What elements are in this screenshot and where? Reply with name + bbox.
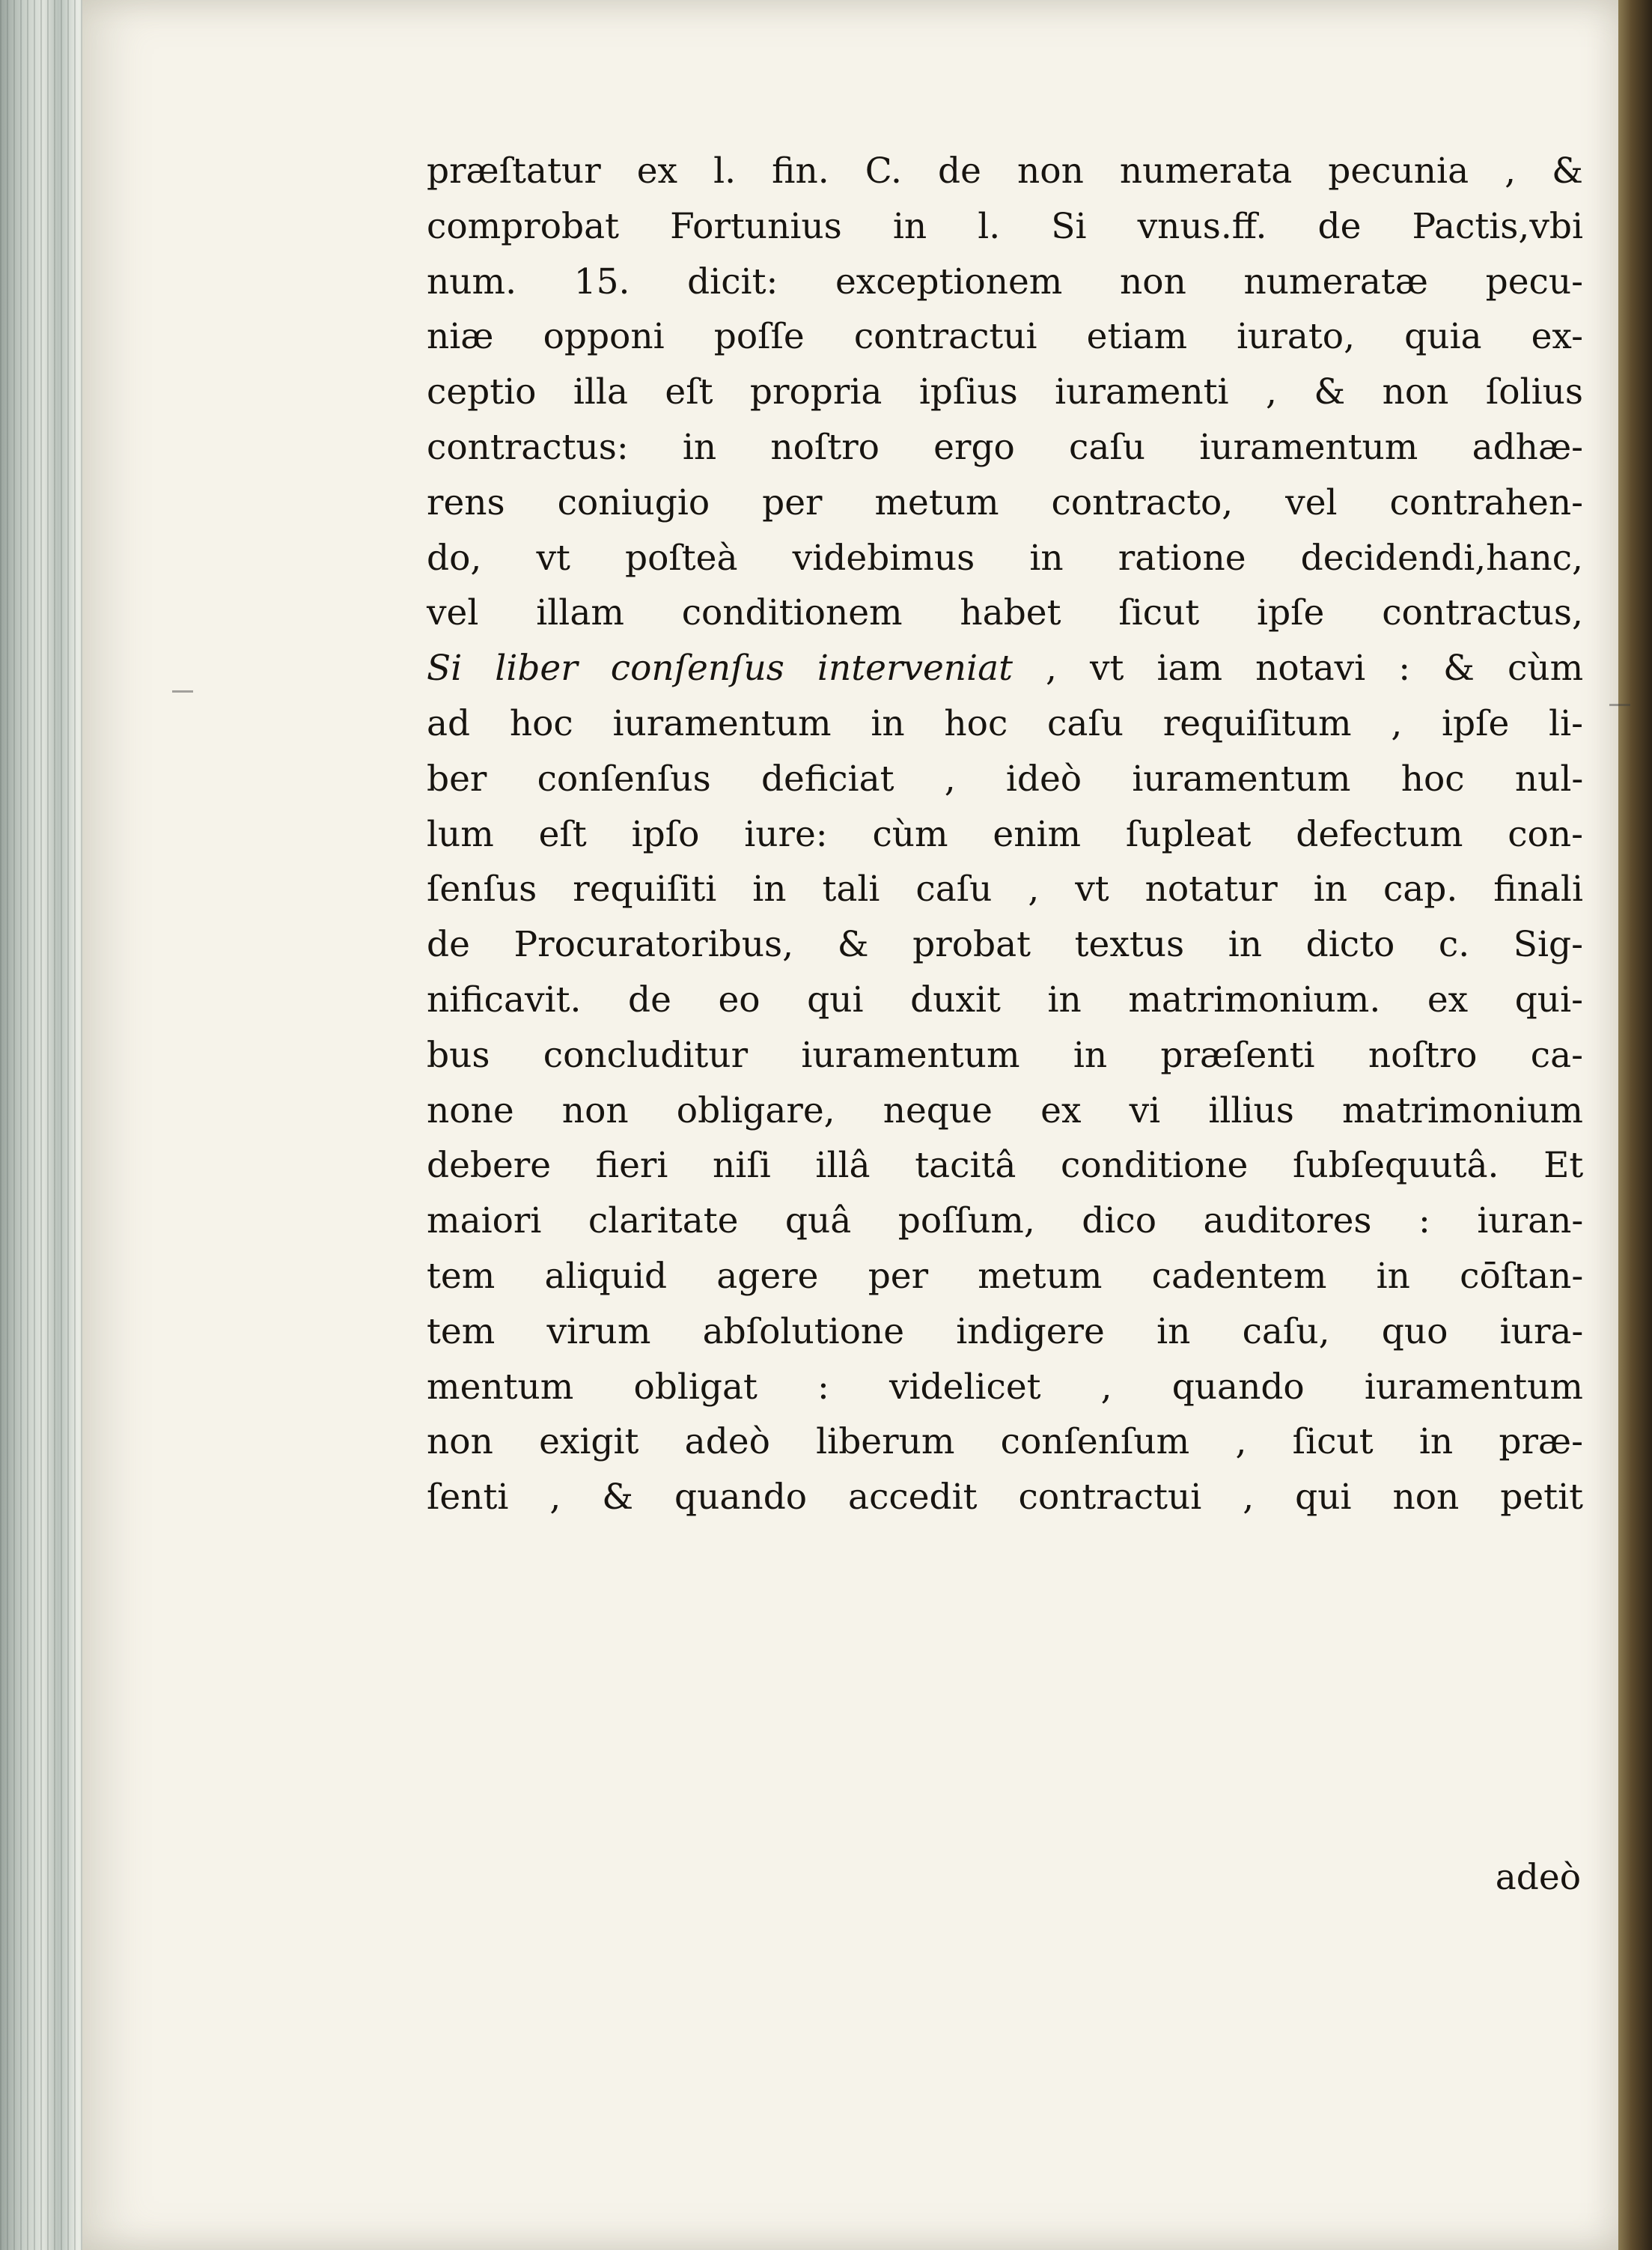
text-line: comprobat Fortunius in l. Si vnus.ff. de Pactis,vbi xyxy=(427,205,1583,247)
text-line: num. 15. dicit: exceptionem non numeratæ pecu- xyxy=(427,261,1583,302)
text-line: vel illam conditionem habet ſicut ipſe contractus, xyxy=(427,592,1583,634)
text-line: de Procuratoribus, & probat textus in dicto c. Sig- xyxy=(427,924,1583,966)
text-line: debere fieri niſi illâ tacitâ conditione ſubſequutâ. Et xyxy=(427,1145,1584,1187)
text-line: præſtatur ex l. fin. C. de non numerata pecunia , & xyxy=(427,150,1583,192)
text-line: ceptio illa eſt propria ipſius iuramenti , & non ſolius xyxy=(427,371,1583,413)
text-line: mentum obligat : videlicet , quando iuramentum xyxy=(427,1366,1584,1408)
text-line: non exigit adeò liberum conſenſum , ſicut in præ- xyxy=(427,1421,1583,1463)
text-line: tem aliquid agere per metum cadentem in cōſtan- xyxy=(427,1255,1584,1297)
text-line: bus concluditur iuramentum in præſenti noſtro ca- xyxy=(427,1034,1583,1076)
text-line: rens coniugio per metum contracto, vel contrahen- xyxy=(427,481,1584,523)
italic-line-rest: , vt iam notavi : & cùm xyxy=(1012,648,1584,690)
text-line: none non obligare, neque ex vi illius matrimonium xyxy=(427,1089,1583,1131)
text-line: ſenſus requiſiti in tali caſu , vt notatur in cap. finali xyxy=(427,869,1583,910)
margin-mark xyxy=(1609,704,1630,706)
text-line: lum eſt ipſo iure: cùm enim ſupleat defectum con- xyxy=(427,813,1583,855)
text-line: ad hoc iuramentum in hoc caſu requiſitum , ipſe li- xyxy=(427,702,1583,744)
text-line: ber conſenſus deficiat , ideò iuramentum hoc nul- xyxy=(427,758,1584,800)
text-line: contractus: in noſtro ergo caſu iuramentum adhæ- xyxy=(427,426,1583,468)
catchword: adeò xyxy=(1495,1857,1581,1898)
text-line-italic xyxy=(427,641,1583,696)
body-text xyxy=(427,144,1583,1525)
binding-edge xyxy=(1618,0,1652,2250)
text-line: nificavit. de eo qui duxit in matrimonium. ex qui- xyxy=(427,979,1583,1021)
text-line: niæ opponi poſſe contractui etiam iurato, quia ex- xyxy=(427,316,1583,358)
text-line: do, vt poſteà videbimus in ratione decidendi,hanc, xyxy=(427,537,1583,579)
text-line: maiori claritate quâ poſſum, dico auditores : iuran- xyxy=(427,1200,1584,1242)
italic-phrase: Si liber conſenſus interveniat xyxy=(427,648,1013,690)
text-line: tem virum abſolutione indigere in caſu, quo iura- xyxy=(427,1310,1584,1352)
text-line: ſenti , & quando accedit contractui , qui non petit xyxy=(427,1477,1583,1518)
margin-mark xyxy=(172,690,193,693)
